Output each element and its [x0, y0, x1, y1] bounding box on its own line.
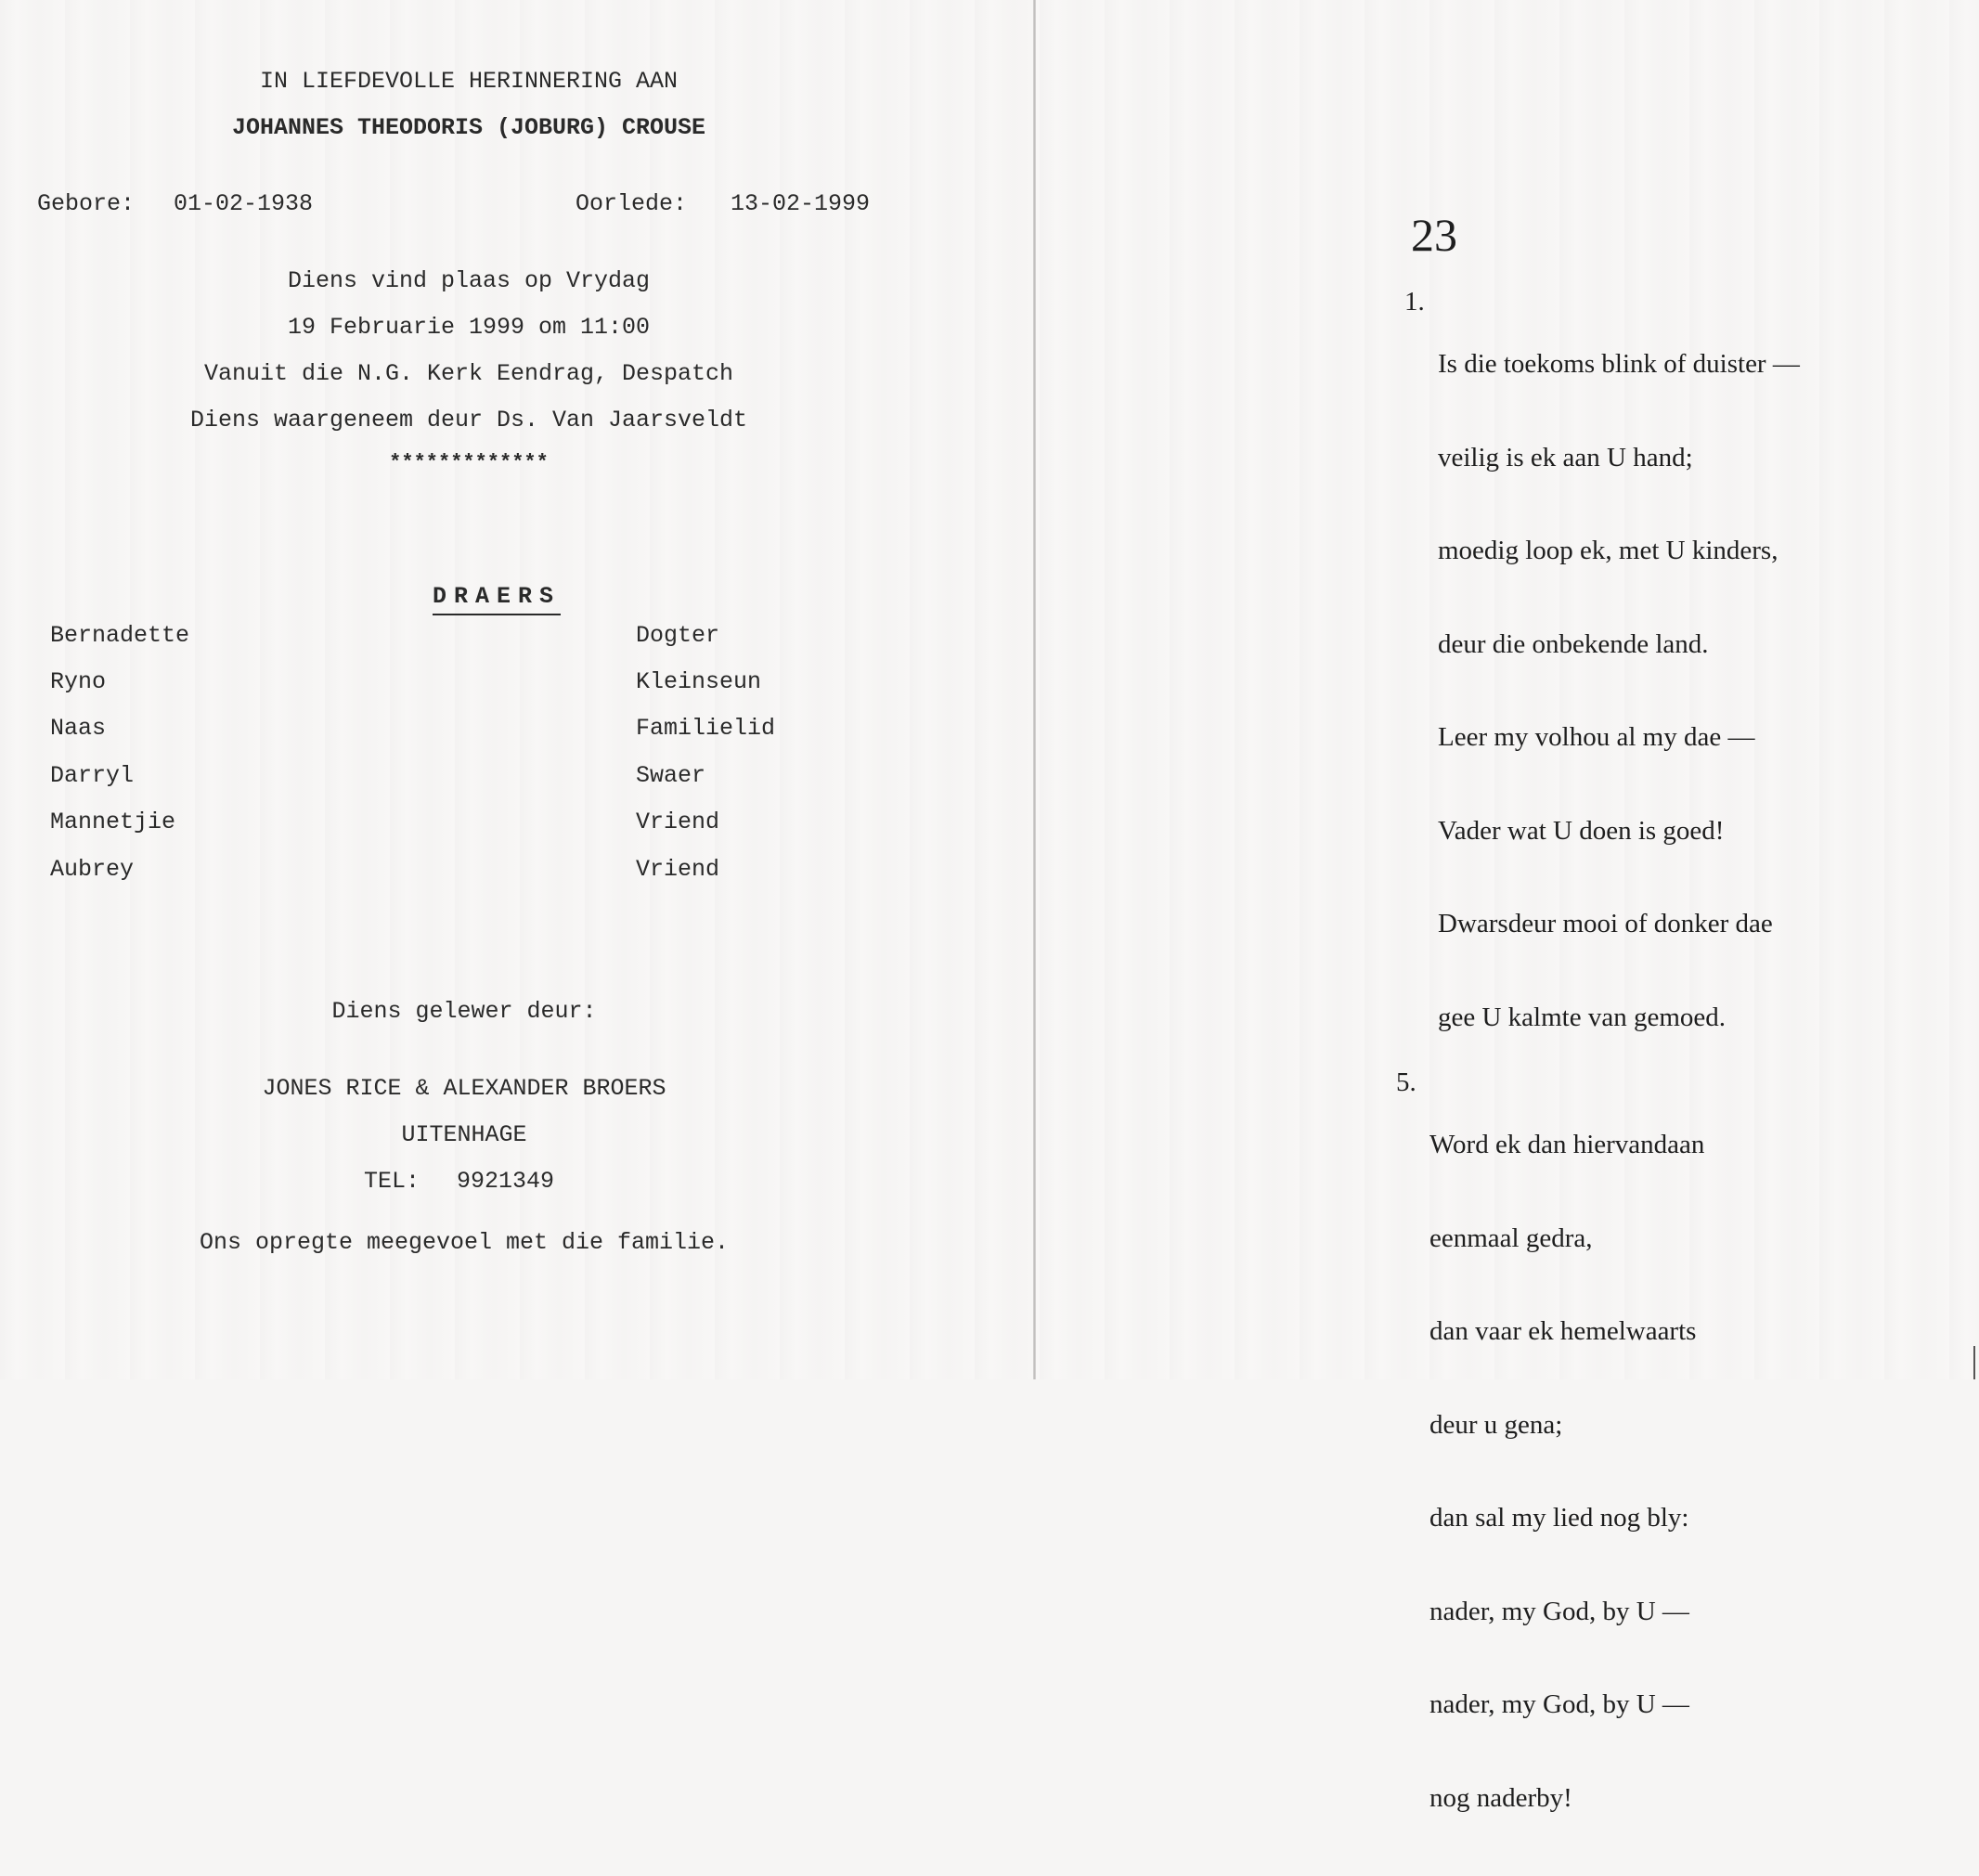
deceased-name: JOHANNES THEODORIS (JOBURG) CROUSE: [231, 114, 706, 141]
bearer-name: Bernadette: [50, 622, 190, 649]
born-date: 01-02-1938: [174, 190, 314, 217]
verse-lines: [1429, 1067, 1704, 1876]
verse-line: Is die toekoms blink of duister —: [1438, 349, 1800, 379]
service-line: Vanuit die N.G. Kerk Eendrag, Despatch: [203, 360, 734, 387]
verse-number: 1.: [1404, 287, 1425, 317]
verse-line: Vader wat U doen is goed!: [1438, 815, 1725, 846]
condolence-line: Ons opregte meegevoel met die familie.: [199, 1229, 730, 1256]
separator-stars: *************: [389, 451, 549, 474]
undertaker-name: JONES RICE & ALEXANDER BROERS: [262, 1075, 666, 1102]
bearer-relation: Kleinseun: [636, 668, 762, 695]
verse-line: dan sal my lied nog bly:: [1429, 1503, 1689, 1533]
delivered-label: Diens gelewer deur:: [331, 998, 597, 1025]
tel-label: TEL:: [364, 1168, 420, 1195]
born-label: Gebore:: [37, 190, 136, 217]
verse-line: Leer my volhou al my dae —: [1438, 722, 1755, 752]
service-line: 19 Februarie 1999 om 11:00: [287, 314, 651, 341]
bearer-relation: Vriend: [636, 809, 720, 835]
verse-line: eenmaal gedra,: [1429, 1223, 1593, 1253]
bearer-relation: Familielid: [636, 715, 776, 742]
verse-line: moedig loop ek, met U kinders,: [1438, 536, 1779, 565]
verse-5: [1396, 1067, 1879, 1813]
verse-line: veilig is ek aan U hand;: [1438, 442, 1693, 472]
hymn-number: 23: [1411, 209, 1457, 261]
died-date: 13-02-1999: [731, 190, 871, 217]
bearer-name: Aubrey: [50, 856, 135, 883]
verse-line: deur u gena;: [1429, 1409, 1563, 1440]
undertaker-town: UITENHAGE: [401, 1121, 527, 1148]
bearer-name: Ryno: [50, 668, 107, 695]
bearer-relation: Vriend: [636, 856, 720, 883]
tel-number: 9921349: [457, 1168, 555, 1195]
page-fold: [1033, 0, 1036, 1379]
died-label: Oorlede:: [576, 190, 688, 217]
verse-line: gee U kalmte van gemoed.: [1438, 1002, 1727, 1032]
verse-line: nader, my God, by U —: [1429, 1596, 1689, 1626]
bearer-name: Darryl: [50, 762, 135, 789]
service-line: Diens waargeneem deur Ds. Van Jaarsveldt: [189, 407, 748, 433]
verse-line: dan vaar ek hemelwaarts: [1429, 1316, 1697, 1346]
bearers-title: [377, 562, 561, 631]
verse-line: deur die onbekende land.: [1438, 628, 1709, 659]
bearer-name: Mannetjie: [50, 809, 176, 835]
verse-line: nog naderby!: [1429, 1782, 1572, 1813]
verse-1: [1404, 287, 1887, 1032]
memorial-heading: IN LIEFDEVOLLE HERINNERING AAN: [259, 68, 679, 95]
verse-line: nader, my God, by U —: [1429, 1689, 1689, 1719]
service-line: Diens vind plaas op Vrydag: [287, 267, 651, 294]
page-edge-mark: [1973, 1346, 1975, 1379]
bearers-title-text: DRAERS: [433, 583, 561, 615]
verse-number: 5.: [1396, 1067, 1416, 1097]
bearer-name: Naas: [50, 715, 107, 742]
bearer-relation: Swaer: [636, 762, 706, 789]
bearer-relation: Dogter: [636, 622, 720, 649]
verse-line: Dwarsdeur mooi of donker dae: [1438, 909, 1773, 938]
verse-lines: [1438, 287, 1800, 1095]
verse-line: Word ek dan hiervandaan: [1429, 1130, 1705, 1159]
